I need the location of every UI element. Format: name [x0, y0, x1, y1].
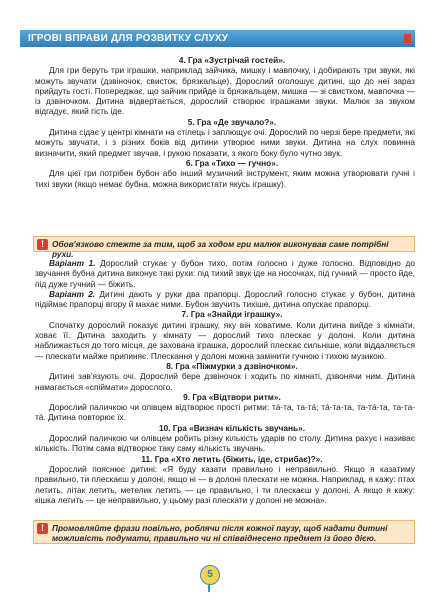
- note-box-2: [33, 520, 415, 544]
- game-6-title: 6. Гра «Тихо — гучно».: [185, 157, 279, 168]
- note-box-1: [33, 236, 415, 260]
- content-bottom: [35, 258, 415, 505]
- variant-2-text: Дитині дають у руки два прапорці. Дорослий голосно стукає у бубон, дитина підіймає прапорці вгору й махає ними. Бубон звучить тихіше, дитина опускає прапорці.: [35, 288, 415, 310]
- note-1-text: Обов'язково стежте за тим, щоб за ходом гри малюк виконував саме потрібні рухи.: [52, 239, 389, 260]
- exclamation-icon: !: [37, 523, 48, 534]
- game-4-title: 4. Гра «Зустрічай гостей».: [178, 55, 286, 65]
- page-number: 5: [200, 565, 220, 585]
- game-8-title: 8. Гра «Піжмурки з дзвіночком».: [166, 360, 298, 371]
- section-header: [20, 30, 415, 47]
- variant-1-text: Дорослий стукає у бубон тихо, потім голосно і дуже голосно. Відповідно до звучання бубна дитина виконує такі рухи: під тихий звук іде на носочках, під гучний — просто йде, під дуже гучний — біжить.: [35, 258, 415, 289]
- variant-2-title: Варіант 2.: [49, 288, 96, 299]
- header-corner-mark: [404, 34, 411, 43]
- game-5-text: Дитина сідає у центрі кімнати на стілець і заплющує очі. Дорослий по черзі бере предмети, які можуть звучати, і з різних боків від дитини утворює ними звуки. Дитина на слух повинна визначити, який предмет звучав, і рукою показати, з якого боку було чутно звук.: [35, 127, 415, 158]
- game-10-title: 10. Гра «Визнач кількість звучань».: [158, 422, 306, 433]
- game-6-text: Для цієї гри потрібен бубон або інший музичний інструмент, яким можна утворювати гучні і тихі звуки (якщо немає бубна, можна використати якусь іграшку).: [35, 168, 415, 189]
- page-number-balloon-string: [208, 584, 210, 592]
- game-8-text: Дитині зав'язують очі. Дорослий бере дзвіночок і ходить по кімнаті, дзвонячи ним. Дитина намагається «спіймати» дорослого.: [35, 371, 415, 392]
- section-title: ІГРОВІ ВПРАВИ ДЛЯ РОЗВИТКУ СЛУХУ: [28, 33, 229, 44]
- game-4-text: Для гри беруть три іграшки, наприклад зайчика, мишку і мавпочку, і добирають три звуки, які можуть звучати (дзвіночок, свисток, брязкальце). Дорослий оголошує дитині, що до неї зараз прийдуть гості. Попереджає, що зайчик прийде із брязкальцем, мишка — зі свистком, мавпочка — із дзвіночком. Дитина відвертається, дорослий створює іграшками звуки. Малюк за звуком відгадує, який гість іде.: [35, 65, 415, 117]
- game-5-title: 5. Гра «Де звучало?».: [187, 116, 277, 127]
- exclamation-icon: !: [37, 239, 48, 250]
- game-7-text: Спочатку дорослий показує дитині іграшку, яку він ховатиме. Коли дитина вийде з кімнати, ховає її. Дитина заходить у кімнату — дорослий тихо плескає у долоні. Коли дитина наближається до того місця, де захована іграшка, дорослий плескає сильніше, коли віддаляється — плескати майже припиняє. Плескання у долоні можна замінити гучною і тихою музикою.: [35, 319, 415, 361]
- game-9-text: Дорослий паличкою чи олівцем відтворює прості ритми: тá-та, та-тá; тá-та-та, та-тá-та, та-та-тá. Дитина повторює їх.: [35, 402, 415, 423]
- variant-1-title: Варіант 1.: [49, 258, 96, 268]
- content-top: [35, 55, 415, 189]
- game-10-text: Дорослий паличкою чи олівцем робить різну кількість ударів по столу. Дитина рахує і називає кількість. Потім сама відтворює таку саму кількість звучань.: [35, 433, 415, 454]
- note-2-text: Промовляйте фрази повільно, роблячи після кожної паузу, щоб надати дитині можливість подумати, правильно чи ні співвіднесено предмет із його дією.: [52, 523, 388, 544]
- game-11-title: 11. Гра «Хто летить (біжить, іде, стрибає)?».: [141, 453, 323, 464]
- game-9-title: 9. Гра «Відтвори ритм».: [183, 391, 281, 402]
- game-11-text: Дорослий пояснює дитині: «Я буду казати правильно і неправильно. Якщо я казатиму правильно, ти плескаєш у долоні, якщо ні — в долоні плескати не можна. Наприклад, я кажу: птах летить, літак летить, метелик летить — це правильно, і ти плескаєш у долоні. А якщо я кажу: кішка летить — це неправильно, у цьому разі плескати у долоні не можна».: [35, 463, 415, 505]
- game-7-title: 7. Гра «Знайди іграшку».: [181, 309, 283, 320]
